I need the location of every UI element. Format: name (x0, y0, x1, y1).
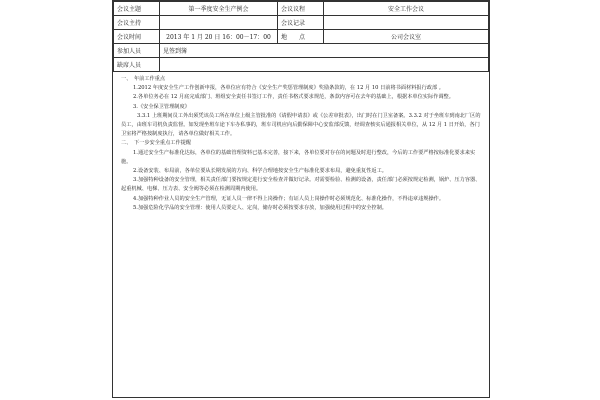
paragraph-8: 4.加强特种作业人员的安全生产管理，无证人员一律不得上岗操作；有证人员上岗操作时必须规范化、标准化操作，不得违章违规操作。 (133, 195, 445, 202)
row-time (114, 30, 489, 44)
value-attendees: 见签到簿 (160, 44, 489, 58)
value-absentees (160, 58, 489, 72)
meeting-content (113, 72, 489, 213)
row-absentees (114, 58, 489, 72)
paragraph-2: 2.各单位务必在 12 月底完成部门、班组安全责任书签订工作，责任书格式要求规范，条款内容可在去年的基础上，根据本单位实际作调整。 (133, 94, 454, 101)
row-topic (114, 2, 489, 16)
section-title-2: 二、 下一步安全重点工作提醒 (121, 140, 192, 147)
meeting-header-table (113, 1, 489, 72)
label-host: 会议主持 (114, 16, 160, 30)
row-host (114, 16, 489, 30)
value-topic: 第一季度安全生产例会 (160, 2, 278, 16)
value-time: 2013 年 1 月 20 日 16：00－17：00 (160, 30, 278, 44)
value-agenda: 安全工作会议 (324, 2, 489, 16)
label-location: 地 点 (278, 30, 324, 44)
row-attendees (114, 44, 489, 58)
meeting-record-sheet (112, 0, 490, 398)
paragraph-4: 3.3.1 上班期间员工外出须凭该员工所在单位上级主管批准的《请假申请表》或《公差审批表》，出门时在门卫室备案。3.3.2 对于坐班车到南北厂区的员工，由班车司机负责监督。如发现坐班车途下车办私事的，班车司机应向后勤保障中心安监部反馈，经调查核实后通报相关单位，从 12 月 1 日开始，各门卫室将严格按制度执行，请各单位做好相关工作。 (121, 112, 481, 138)
paragraph-1: 1.2012 年度安全生产工作创新申报，各单位应有符合《安全生产奖惩管理制度》奖励条款的，在 12 月 10 日前将书面材料报行政部 。 (133, 85, 444, 92)
paragraph-5: 1.通过安全生产标准化达标，各单位的基础管理资料已基本完善，接下来，各单位要对存在的问题及时进行整改，今后的工作要严格按标准化要求来实施。 (121, 149, 476, 165)
paragraph-7: 3.加强特种设备的安全管理，相关责任部门要按规定进行安全检查并做好记录。对需要检验、检测的设备，责任部门必须按规定检测，锅炉、压力容器、起重机械、电梯、压力表、安全阀等必须在检测周期内使用。 (121, 177, 481, 193)
paragraph-9: 5.加强危险化学品的安全管理：使用人员要定人、定岗，储存时必须按要求存放，加强使用过程中的安全控制。 (133, 204, 387, 211)
label-attendees: 参加人员 (114, 44, 160, 58)
paragraph-6: 2.设备安装、布局前，各单位要从长期发展的方向、科学合理地按安全生产标准化要求布局，避免重复性返工。 (133, 168, 387, 175)
value-recorder (324, 16, 489, 30)
value-host (160, 16, 278, 30)
value-location: 公司会议室 (324, 30, 489, 44)
label-agenda: 会议议程 (278, 2, 324, 16)
label-topic: 会议主题 (114, 2, 160, 16)
label-recorder: 会议记录 (278, 16, 324, 30)
paragraph-3: 3.《安全保卫管理制度》 (133, 103, 190, 110)
label-absentees: 缺席人员 (114, 58, 160, 72)
section-title-1: 一、 年前工作重点 (121, 76, 166, 82)
label-time: 会议时间 (114, 30, 160, 44)
